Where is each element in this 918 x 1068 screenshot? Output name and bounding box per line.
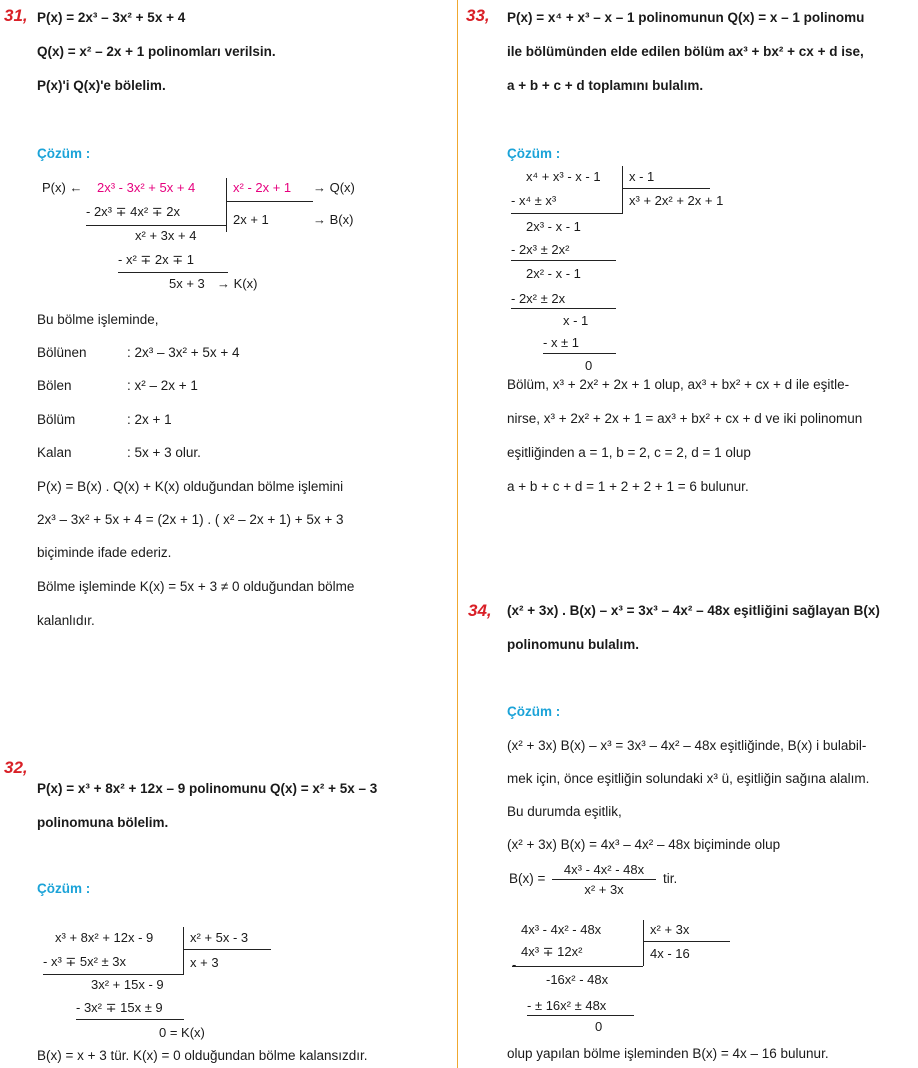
- problem-32-line1: P(x) = x³ + 8x² + 12x – 9 polinomunu Q(x) = x² + 5x – 3: [37, 781, 378, 796]
- div34-r1: -16x² - 48x: [546, 972, 609, 987]
- problem-33-text2: nirse, x³ + 2x² + 2x + 1 = ax³ + bx² + cx + d ve iki polinomun: [507, 411, 863, 426]
- problem-33-text1: Bölüm, x³ + 2x² + 2x + 1 olup, ax³ + bx² + cx + d ile eşitle-: [507, 377, 850, 392]
- problem-31-line1: P(x) = 2x³ – 3x² + 5x + 4: [37, 10, 186, 25]
- div34-divisor: x² + 3x: [650, 922, 690, 937]
- row-value: : 5x + 3 olur.: [127, 445, 201, 460]
- problem-32-number: 32,: [4, 758, 28, 777]
- div33-quotient: x³ + 2x² + 2x + 1: [629, 193, 724, 208]
- problem-33-line3: a + b + c + d toplamını bulalım.: [507, 78, 704, 93]
- row-value: : x² – 2x + 1: [127, 378, 198, 393]
- div34-minus: -: [512, 957, 517, 972]
- div31-left-label: P(x) ←: [42, 180, 83, 195]
- div31-sub1: - 2x³ ∓ 4x² ∓ 2x: [86, 204, 181, 219]
- div33-line4: [543, 353, 616, 354]
- problem-34-solution-label: Çözüm :: [507, 704, 561, 719]
- row-label: Bölen: [37, 378, 72, 393]
- frac34-denominator: x² + 3x: [584, 882, 624, 897]
- problem-31-line2: Q(x) = x² – 2x + 1 polinomları verilsin.: [37, 44, 276, 59]
- div31-arrow-q: → Q(x): [313, 180, 355, 195]
- problem-34-text4: (x² + 3x) B(x) = 4x³ – 4x² – 48x biçiminde olup: [507, 837, 781, 852]
- problem-33-line1: P(x) = x⁴ + x³ – x – 1 polinomunun Q(x) = x – 1 polinomu: [507, 10, 865, 25]
- problem-33-solution-label: Çözüm :: [507, 146, 561, 161]
- div33-line1: [511, 213, 623, 214]
- div34-line2: [527, 1015, 634, 1016]
- div31-line1: [86, 225, 226, 226]
- div33-r1: 2x³ - x - 1: [526, 219, 581, 234]
- div31-arrow-k: → K(x): [217, 276, 258, 291]
- problem-32-solution-label: Çözüm :: [37, 881, 91, 896]
- div32-rem1: 3x² + 15x - 9: [91, 977, 164, 992]
- div31-rem1: x² + 3x + 4: [135, 228, 197, 243]
- div33-vertical-bar: [622, 166, 623, 213]
- div33-divisor: x - 1: [629, 169, 655, 184]
- div32-line1: [43, 974, 183, 975]
- problem-34-text3: Bu durumda eşitlik,: [507, 804, 622, 819]
- div31-divisor: x² - 2x + 1: [233, 180, 292, 195]
- div34-line1: [512, 966, 643, 967]
- div34-vertical-bar: [643, 920, 644, 966]
- div32-sub1: - x³ ∓ 5x² ± 3x: [43, 954, 127, 969]
- div32-dividend: x³ + 8x² + 12x - 9: [55, 930, 154, 945]
- div32-sub2: - 3x² ∓ 15x ± 9: [76, 1000, 163, 1015]
- row-label: Kalan: [37, 445, 72, 460]
- div31-quotient: 2x + 1: [233, 212, 269, 227]
- row-label: Bölünen: [37, 345, 87, 360]
- div33-sub1: - x⁴ ± x³: [511, 193, 557, 208]
- div32-remainder: 0 = K(x): [159, 1025, 205, 1040]
- div33-dividend: x⁴ + x³ - x - 1: [526, 169, 601, 184]
- problem-31-text1: Bu bölme işleminde,: [37, 312, 159, 327]
- div33-r4: 0: [585, 358, 593, 373]
- div32-divisor-line: [183, 949, 271, 950]
- problem-34-number: 34,: [468, 601, 492, 620]
- div33-s3: - 2x² ± 2x: [511, 291, 566, 306]
- div34-sub1: 4x³ ∓ 12x²: [521, 944, 583, 959]
- problem-34-text5: olup yapılan bölme işleminden B(x) = 4x – 16 bulunur.: [507, 1046, 829, 1061]
- problem-34-line2: polinomunu bulalım.: [507, 637, 639, 652]
- problem-31-solution-label: Çözüm :: [37, 146, 91, 161]
- row-value: : 2x³ – 3x² + 5x + 4: [127, 345, 240, 360]
- problem-33-text4: a + b + c + d = 1 + 2 + 2 + 1 = 6 bulunur.: [507, 479, 749, 494]
- problem-34-line1: (x² + 3x) . B(x) – x³ = 3x³ – 4x² – 48x eşitliğini sağlayan B(x): [507, 603, 880, 618]
- div33-r2: 2x² - x - 1: [526, 266, 581, 281]
- div31-line2: [118, 272, 228, 273]
- div33-s2: - 2x³ ± 2x²: [511, 242, 570, 257]
- div33-s4: - x ± 1: [543, 335, 580, 350]
- row-label: Bölüm: [37, 412, 76, 427]
- div34-r2: 0: [595, 1019, 603, 1034]
- div33-r3: x - 1: [563, 313, 589, 328]
- problem-33-line2: ile bölümünden elde edilen bölüm ax³ + bx² + cx + d ise,: [507, 44, 864, 59]
- div34-divisor-line: [643, 941, 730, 942]
- problem-33-text3: eşitliğinden a = 1, b = 2, c = 2, d = 1 olup: [507, 445, 751, 460]
- frac34-left: B(x) =: [509, 871, 546, 886]
- column-separator: [457, 0, 458, 1068]
- div33-line3: [511, 308, 616, 309]
- problem-31-number: 31,: [4, 6, 28, 25]
- div33-divisor-line: [622, 188, 710, 189]
- div34-quotient: 4x - 16: [650, 946, 690, 961]
- div33-line2: [511, 260, 616, 261]
- problem-32-line2: polinomuna bölelim.: [37, 815, 169, 830]
- frac34-right: tir.: [663, 871, 678, 886]
- problem-32-text1: B(x) = x + 3 tür. K(x) = 0 olduğundan bölme kalansızdır.: [37, 1048, 368, 1063]
- frac34-numerator: 4x³ - 4x² - 48x: [563, 862, 645, 877]
- div34-s2: - ± 16x² ± 48x: [527, 998, 607, 1013]
- div31-dividend: 2x³ - 3x² + 5x + 4: [97, 180, 196, 195]
- div32-vertical-bar: [183, 927, 184, 975]
- problem-31-line3: P(x)'i Q(x)'e bölelim.: [37, 78, 166, 93]
- problem-34-text1: (x² + 3x) B(x) – x³ = 3x³ – 4x² – 48x eşitliğinde, B(x) i bulabil-: [507, 738, 867, 753]
- frac34-bar: [552, 879, 656, 880]
- div31-sub2: - x² ∓ 2x ∓ 1: [118, 252, 194, 267]
- div32-line2: [76, 1019, 184, 1020]
- div31-vertical-bar: [226, 178, 227, 232]
- problem-34-text2: mek için, önce eşitliğin solundaki x³ ü, eşitliğin sağına alalım.: [507, 771, 870, 786]
- problem-31-text3: 2x³ – 3x² + 5x + 4 = (2x + 1) . ( x² – 2x + 1) + 5x + 3: [37, 512, 344, 527]
- div34-dividend: 4x³ - 4x² - 48x: [521, 922, 602, 937]
- problem-31-text5: Bölme işleminde K(x) = 5x + 3 ≠ 0 olduğundan bölme: [37, 579, 355, 594]
- div32-divisor: x² + 5x - 3: [190, 930, 249, 945]
- div31-divisor-line: [226, 201, 313, 202]
- row-value: : 2x + 1: [127, 412, 172, 427]
- problem-31-text4: biçiminde ifade ederiz.: [37, 545, 172, 560]
- div32-quotient: x + 3: [190, 955, 219, 970]
- problem-31-text2: P(x) = B(x) . Q(x) + K(x) olduğundan bölme işlemini: [37, 479, 344, 494]
- problem-33-number: 33,: [466, 6, 490, 25]
- div31-arrow-b: → B(x): [313, 212, 354, 227]
- problem-31-text6: kalanlıdır.: [37, 613, 95, 628]
- div31-remainder: 5x + 3: [169, 276, 205, 291]
